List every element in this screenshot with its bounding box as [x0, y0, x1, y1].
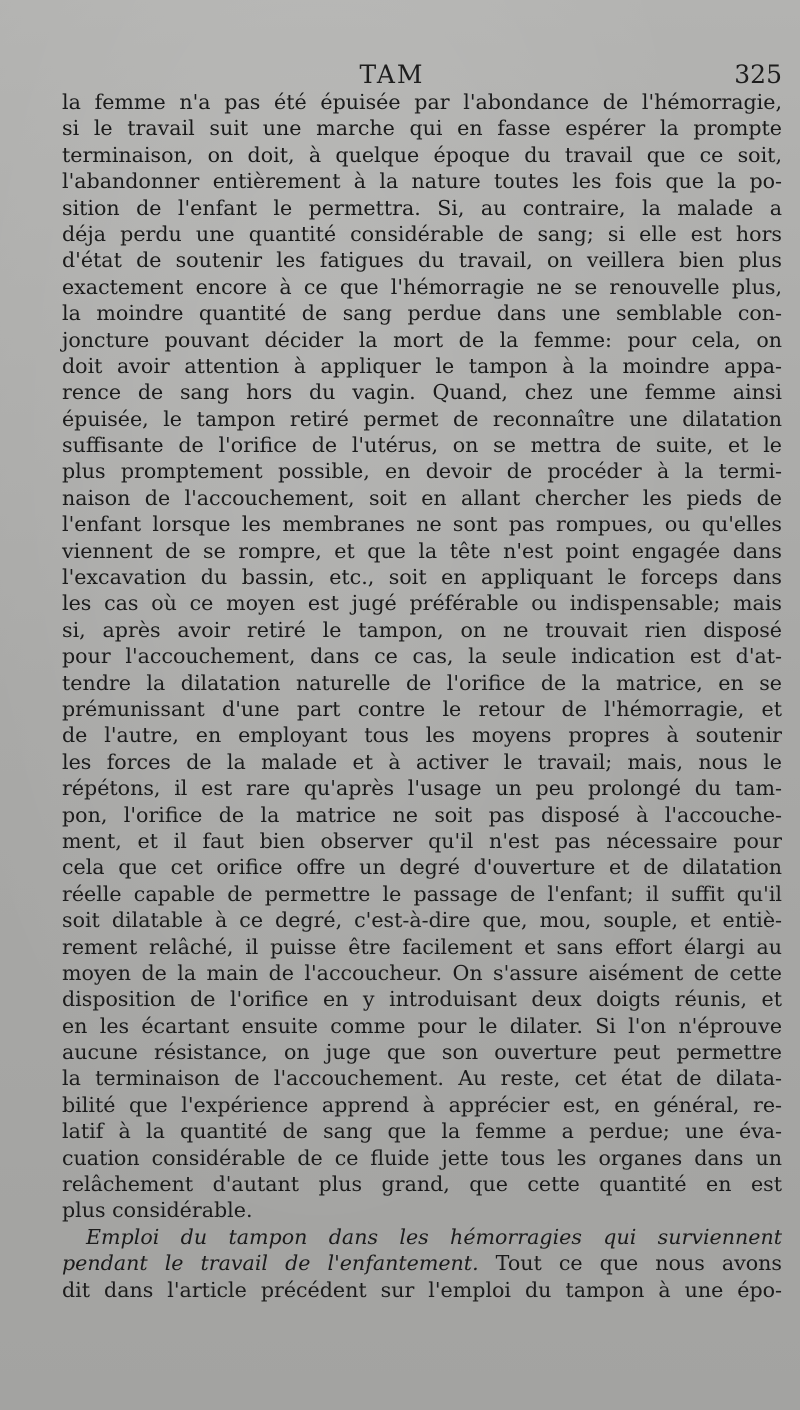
text-line: les forces de la malade et à activer le travail; mais, nous le	[62, 749, 782, 774]
text-line: naison de l'accouchement, soit en allant chercher les pieds de	[62, 485, 782, 510]
text-line: terminaison, on doit, à quelque époque du travail que ce soit,	[62, 142, 782, 167]
text-line: de l'autre, en employant tous les moyens propres à soutenir	[62, 723, 782, 748]
text-line: l'abandonner entièrement à la nature toutes les fois que la po-	[62, 169, 782, 194]
text-line: en les écartant ensuite comme pour le dilater. Si l'on n'éprouve	[62, 1013, 782, 1038]
text-line: réelle capable de permettre le passage de l'enfant; il suffit qu'il	[62, 881, 782, 906]
text-line: si, après avoir retiré le tampon, on ne trouvait rien disposé	[62, 617, 782, 642]
section-heading-line	[62, 1224, 782, 1250]
text-line: doit avoir attention à appliquer le tampon à la moindre appa-	[62, 353, 782, 378]
text-line: pon, l'orifice de la matrice ne soit pas disposé à l'accouche-	[62, 802, 782, 827]
text-line: répétons, il est rare qu'après l'usage un peu prolongé du tam-	[62, 776, 782, 801]
text-line: l'excavation du bassin, etc., soit en appliquant le forceps dans	[62, 565, 782, 590]
text-line: viennent de se rompre, et que la tête n'est point engagée dans	[62, 538, 782, 563]
section-text-line: dit dans l'article précédent sur l'emploi du tampon à une épo-	[62, 1277, 782, 1302]
text-line: exactement encore à ce que l'hémorragie ne se renouvelle plus,	[62, 274, 782, 299]
text-line: moyen de la main de l'accoucheur. On s'assure aisément de cette	[62, 960, 782, 985]
text-line: les cas où ce moyen est jugé préférable ou indispensable; mais	[62, 591, 782, 616]
text-line: pour l'accouchement, dans ce cas, la seule indication est d'at-	[62, 644, 782, 669]
section-heading-italic: Emploi du tampon dans les hémorragies qui surviennent	[86, 1224, 782, 1249]
text-line: ment, et il faut bien observer qu'il n'est pas nécessaire pour	[62, 828, 782, 853]
text-line: d'état de soutenir les fatigues du travail, on veillera bien plus	[62, 248, 782, 273]
text-line: disposition de l'orifice en y introduisant deux doigts réunis, et	[62, 987, 782, 1012]
body-text	[62, 89, 782, 1303]
section-text-start: Tout ce que nous avons	[478, 1251, 782, 1276]
text-line: la femme n'a pas été épuisée par l'abondance de l'hémorragie,	[62, 90, 782, 114]
page-number: 325	[734, 60, 782, 89]
text-line: rence de sang hors du vagin. Quand, chez une femme ainsi	[62, 380, 782, 405]
section-heading-line-2	[62, 1250, 782, 1276]
text-line: bilité que l'expérience apprend à apprécier est, en général, re-	[62, 1092, 782, 1117]
text-line: épuisée, le tampon retiré permet de reconnaître une dilatation	[62, 406, 782, 431]
text-line: la moindre quantité de sang perdue dans une semblable con-	[62, 301, 782, 326]
text-line: l'enfant lorsque les membranes ne sont pas rompues, ou qu'elles	[62, 512, 782, 537]
main-paragraph	[62, 89, 782, 1224]
text-line: plus promptement possible, en devoir de procéder à la termi-	[62, 459, 782, 484]
text-line: latif à la quantité de sang que la femme a perdue; une éva-	[62, 1119, 782, 1144]
text-line: cela que cet orifice offre un degré d'ouverture et de dilatation	[62, 855, 782, 880]
text-line: joncture pouvant décider la mort de la femme: pour cela, on	[62, 327, 782, 352]
text-line: prémunissant d'une part contre le retour de l'hémorragie, et	[62, 696, 782, 721]
section-heading-italic-2: pendant le travail de l'enfantement.	[62, 1251, 479, 1276]
text-line: sition de l'enfant le permettra. Si, au contraire, la malade a	[62, 195, 782, 220]
text-line: tendre la dilatation naturelle de l'orifice de la matrice, en se	[62, 670, 782, 695]
text-line: la terminaison de l'accouchement. Au reste, cet état de dilata-	[62, 1066, 782, 1091]
text-line: déja perdu une quantité considérable de sang; si elle est hors	[62, 221, 782, 246]
text-line: rement relâché, il puisse être facilement et sans effort élargi au	[62, 934, 782, 959]
running-head: TAM	[359, 60, 425, 89]
text-line: relâchement d'autant plus grand, que cette quantité en est	[62, 1172, 782, 1197]
text-line: suffisante de l'orifice de l'utérus, on se mettra de suite, et le	[62, 433, 782, 458]
text-line: soit dilatable à ce degré, c'est-à-dire que, mou, souple, et entiè-	[62, 908, 782, 933]
text-line: si le travail suit une marche qui en fasse espérer la prompte	[62, 116, 782, 141]
text-line: aucune résistance, on juge que son ouverture peut permettre	[62, 1040, 782, 1065]
text-line: plus considérable.	[62, 1198, 253, 1223]
text-line: cuation considérable de ce fluide jette tous les organes dans un	[62, 1145, 782, 1170]
